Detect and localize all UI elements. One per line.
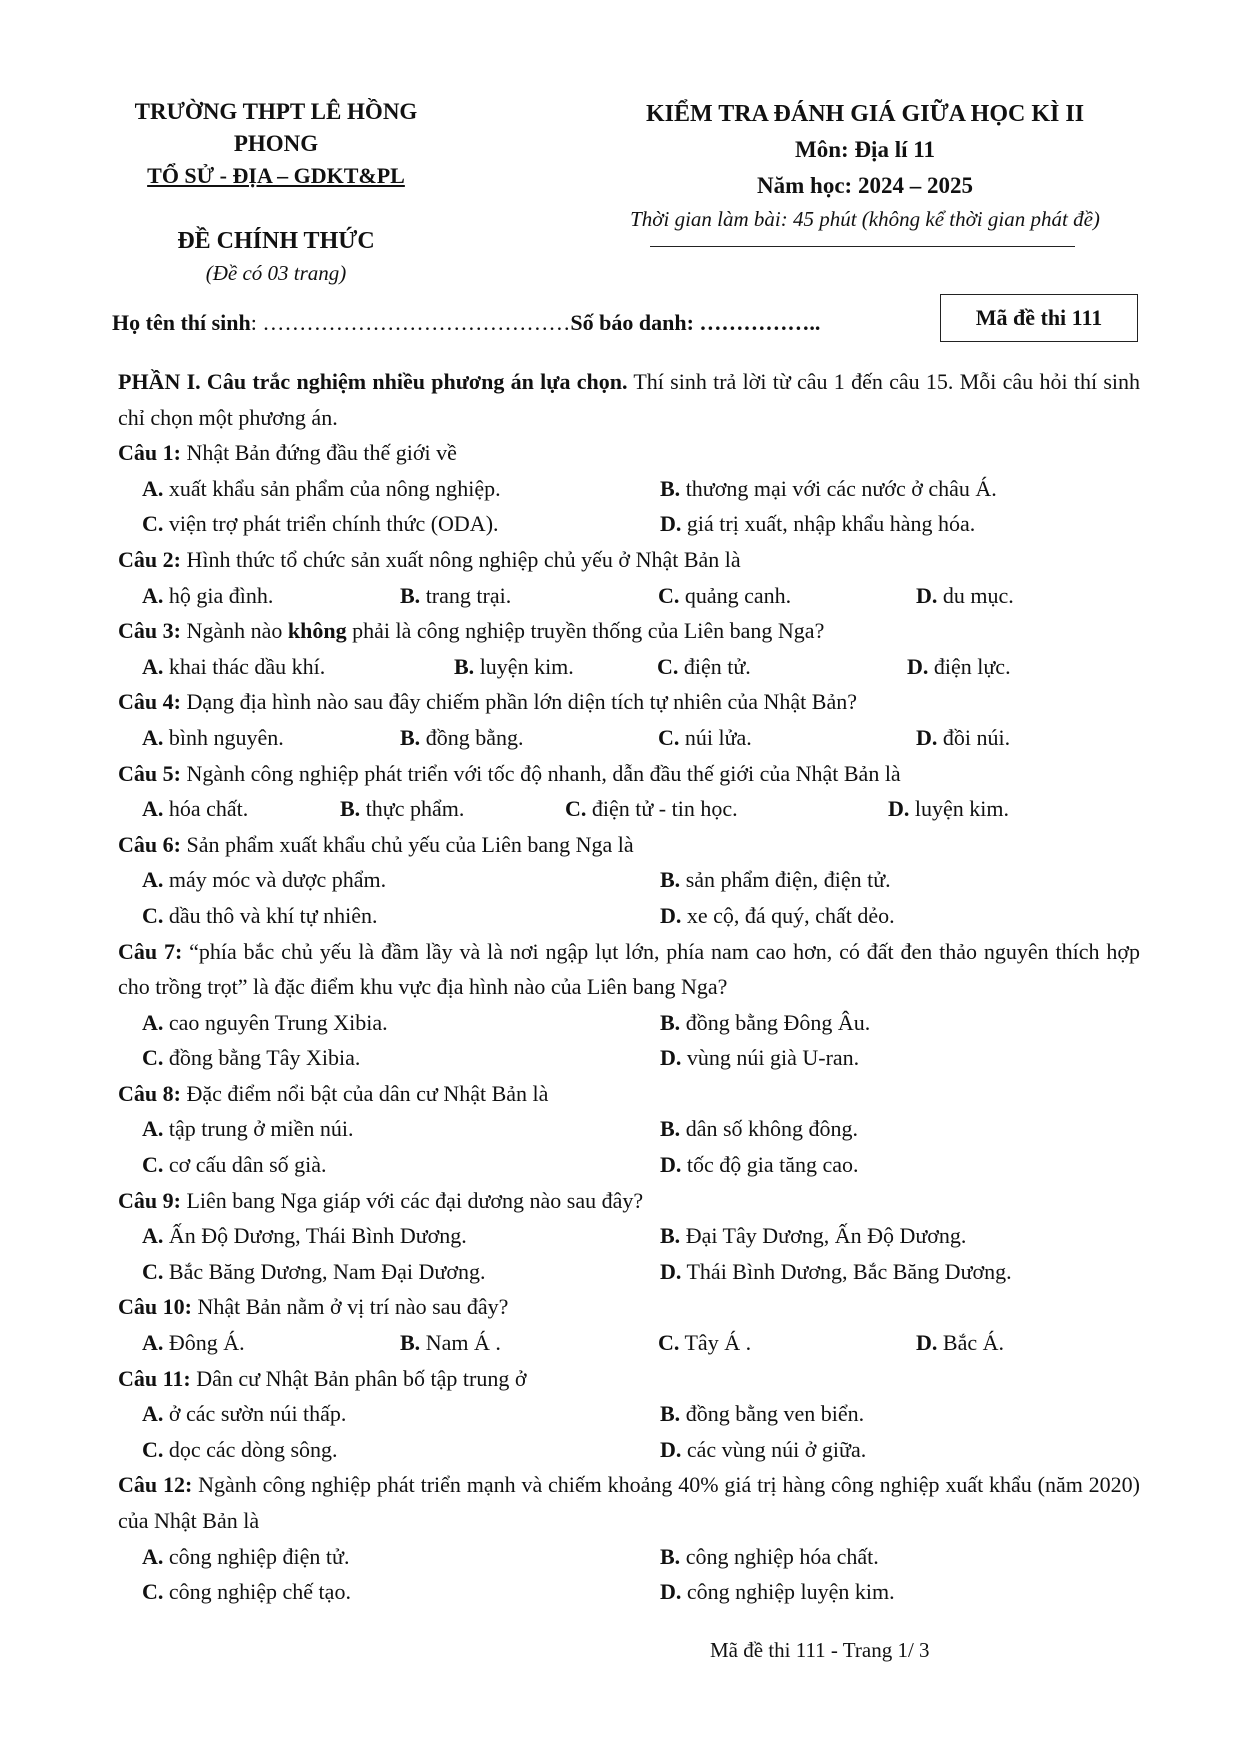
question-text: Đặc điểm nổi bật của dân cư Nhật Bản là [180, 1080, 549, 1106]
question-number: Câu 7: [118, 938, 183, 964]
official-label: ĐỀ CHÍNH THỨC [177, 228, 375, 254]
question-number: Câu 2: [118, 546, 181, 572]
option-b: B. công nghiệp hóa chất. [660, 1543, 879, 1569]
question-text: Nhật Bản nằm ở vị trí nào sau đây? [191, 1294, 509, 1320]
option-c: C. dọc các dòng sông. [142, 1436, 338, 1462]
options-row [118, 506, 1140, 542]
option-b: B. Nam Á . [400, 1330, 501, 1356]
option-d: D. giá trị xuất, nhập khẩu hàng hóa. [660, 511, 976, 537]
option-a: A. cao nguyên Trung Xibia. [142, 1009, 388, 1035]
pages-note: (Đề có 03 trang) [205, 261, 347, 285]
option-c: C. đồng bằng Tây Xibia. [142, 1045, 361, 1071]
question-text: Ngành công nghiệp phát triển với tốc độ nhanh, dẫn đầu thế giới của Nhật Bản là [180, 760, 901, 786]
options-row [118, 720, 1140, 756]
options-row [118, 1147, 1140, 1183]
option-d: D. đồi núi. [916, 724, 1011, 750]
exam-subject: Môn: Địa lí 11 [795, 137, 935, 162]
question-number: Câu 8: [118, 1080, 181, 1106]
question-text: Hình thức tổ chức sản xuất nông nghiệp chủ yếu ở Nhật Bản là [180, 546, 741, 572]
question-12 [118, 1467, 1140, 1609]
options-row [118, 1539, 1140, 1575]
option-c: C. núi lửa. [658, 724, 752, 750]
option-a: A. Ấn Độ Dương, Thái Bình Dương. [142, 1223, 467, 1249]
options-row [118, 1111, 1140, 1147]
options-row [118, 1432, 1140, 1468]
emphasis-not: không [287, 618, 347, 644]
option-d: D. Thái Bình Dương, Bắc Băng Dương. [660, 1258, 1012, 1284]
school-name: TRƯỜNG THPT LÊ HỒNG PHONG [134, 99, 418, 156]
exam-code-box [940, 294, 1138, 342]
options-row [118, 791, 1140, 827]
options-row [118, 471, 1140, 507]
question-text: Liên bang Nga giáp với các đại dương nào sau đây? [180, 1187, 644, 1213]
header-divider [650, 246, 1075, 247]
option-c: C. điện tử. [657, 653, 751, 679]
question-text: Dạng địa hình nào sau đây chiếm phần lớn diện tích tự nhiên của Nhật Bản? [180, 689, 857, 715]
question-10 [118, 1289, 1140, 1360]
options-row [118, 649, 1140, 685]
question-5 [118, 756, 1140, 827]
department-name: TỔ SỬ - ĐỊA – GDKT&PL [147, 163, 405, 188]
option-a: A. khai thác dầu khí. [142, 653, 326, 679]
option-c: C. Tây Á . [658, 1330, 752, 1356]
page-footer: Mã đề thi 111 - Trang 1/ 3 [710, 1638, 930, 1662]
option-b: B. trang trại. [400, 582, 512, 608]
option-c: C. điện tử - tin học. [565, 796, 738, 822]
options-row [118, 1218, 1140, 1254]
question-number: Câu 5: [118, 760, 181, 786]
option-b: B. sản phẩm điện, điện tử. [660, 867, 891, 893]
option-b: B. luyện kim. [454, 653, 574, 679]
option-a: A. hộ gia đình. [142, 582, 274, 608]
school-year: Năm học: 2024 – 2025 [757, 173, 973, 198]
question-11 [118, 1361, 1140, 1468]
header-right [565, 96, 1165, 234]
question-number: Câu 11: [118, 1365, 191, 1391]
question-number: Câu 4: [118, 689, 181, 715]
question-4 [118, 684, 1140, 755]
exam-code: Mã đề thi 111 [975, 305, 1103, 330]
option-b: B. đồng bằng ven biển. [660, 1401, 865, 1427]
options-row [118, 898, 1140, 934]
exam-title: KIỂM TRA ĐÁNH GIÁ GIỮA HỌC KÌ II [645, 101, 1085, 127]
option-d: D. các vùng núi ở giữa. [660, 1436, 867, 1462]
option-c: C. Bắc Băng Dương, Nam Đại Dương. [142, 1258, 486, 1284]
option-b: B. đồng bằng Đông Âu. [660, 1009, 871, 1035]
option-d: D. tốc độ gia tăng cao. [660, 1152, 859, 1178]
question-number: Câu 6: [118, 831, 181, 857]
option-b: B. thực phẩm. [340, 796, 465, 822]
question-text: Sản phẩm xuất khẩu chủ yếu của Liên bang Nga là [180, 831, 634, 857]
section-title: PHẦN I. Câu trắc nghiệm nhiều phương án lựa chọn. [118, 369, 628, 394]
question-text: “phía bắc chủ yếu là đầm lầy và là nơi ngập lụt lớn, phía nam cao hơn, có đất đen thảo nguyên thích hợp cho trồng trọt” là đặc điểm khu vực địa hình nào của Liên bang Nga? [118, 938, 1140, 1000]
option-a: A. Đông Á. [142, 1330, 245, 1356]
option-a: A. ở các sườn núi thấp. [142, 1401, 347, 1427]
section-instructions: Thí sinh trả lời từ câu 1 đến câu 15. Mỗi câu hỏi thí sinh chỉ chọn một phương án. [118, 369, 1140, 430]
option-d: D. công nghiệp luyện kim. [660, 1579, 895, 1605]
question-number: Câu 1: [118, 440, 181, 466]
name-dots: : …………………………………… [250, 310, 571, 335]
option-a: A. hóa chất. [142, 796, 249, 822]
option-d: D. Bắc Á. [916, 1330, 1004, 1356]
question-number: Câu 10: [118, 1294, 192, 1320]
options-row [118, 1396, 1140, 1432]
option-d: D. luyện kim. [888, 796, 1009, 822]
option-d: D. điện lực. [907, 653, 1011, 679]
question-number: Câu 9: [118, 1187, 181, 1213]
question-2 [118, 542, 1140, 613]
question-number: Câu 3: [118, 618, 181, 644]
question-text: Nhật Bản đứng đầu thế giới về [180, 440, 457, 466]
question-7 [118, 934, 1140, 1076]
question-9 [118, 1183, 1140, 1290]
option-d: D. vùng núi già U-ran. [660, 1045, 860, 1071]
candidate-id-label: Số báo danh: …………….. [570, 310, 821, 335]
option-d: D. du mục. [916, 582, 1014, 608]
options-row [118, 1005, 1140, 1041]
exam-time: Thời gian làm bài: 45 phút (không kể thời gian phát đề) [630, 207, 1100, 231]
option-a: A. tập trung ở miền núi. [142, 1116, 354, 1142]
question-number: Câu 12: [118, 1472, 193, 1498]
student-info-row [112, 310, 820, 336]
option-c: C. viện trợ phát triển chính thức (ODA). [142, 511, 499, 537]
option-c: C. dầu thô và khí tự nhiên. [142, 902, 378, 928]
option-a: A. máy móc và dược phẩm. [142, 867, 387, 893]
option-c: C. cơ cấu dân số già. [142, 1152, 327, 1178]
option-a: A. công nghiệp điện tử. [142, 1543, 350, 1569]
options-row [118, 1574, 1140, 1610]
option-b: B. Đại Tây Dương, Ấn Độ Dương. [660, 1223, 967, 1249]
question-8 [118, 1076, 1140, 1183]
options-row [118, 1325, 1140, 1361]
option-a: A. bình nguyên. [142, 724, 284, 750]
options-row [118, 578, 1140, 614]
header-left [96, 96, 456, 288]
question-3: Câu 3: Ngành nào không phải là công nghiệp truyền thống của Liên bang Nga? A. khai thác dầu khí. B. luyện kim. C. điện tử. D. điện lực. [118, 613, 1140, 684]
options-row [118, 1040, 1140, 1076]
options-row [118, 862, 1140, 898]
section-heading [118, 364, 1140, 435]
option-a: A. xuất khẩu sản phẩm của nông nghiệp. [142, 475, 501, 501]
option-b: B. thương mại với các nước ở châu Á. [660, 475, 997, 501]
option-d: D. xe cộ, đá quý, chất dẻo. [660, 902, 895, 928]
option-c: C. công nghiệp chế tạo. [142, 1579, 351, 1605]
question-text: Dân cư Nhật Bản phân bố tập trung ở [190, 1365, 527, 1391]
options-row [118, 1254, 1140, 1290]
option-b: B. đồng bằng. [400, 724, 524, 750]
exam-content [118, 364, 1140, 1610]
question-6 [118, 827, 1140, 934]
question-1 [118, 435, 1140, 542]
option-b: B. dân số không đông. [660, 1116, 859, 1142]
question-text: Ngành công nghiệp phát triển mạnh và chiếm khoảng 40% giá trị hàng công nghiệp xuất khẩu (năm 2020) của Nhật Bản là [118, 1472, 1140, 1533]
name-label: Họ tên thí sinh [112, 310, 251, 335]
option-c: C. quảng canh. [658, 582, 792, 608]
